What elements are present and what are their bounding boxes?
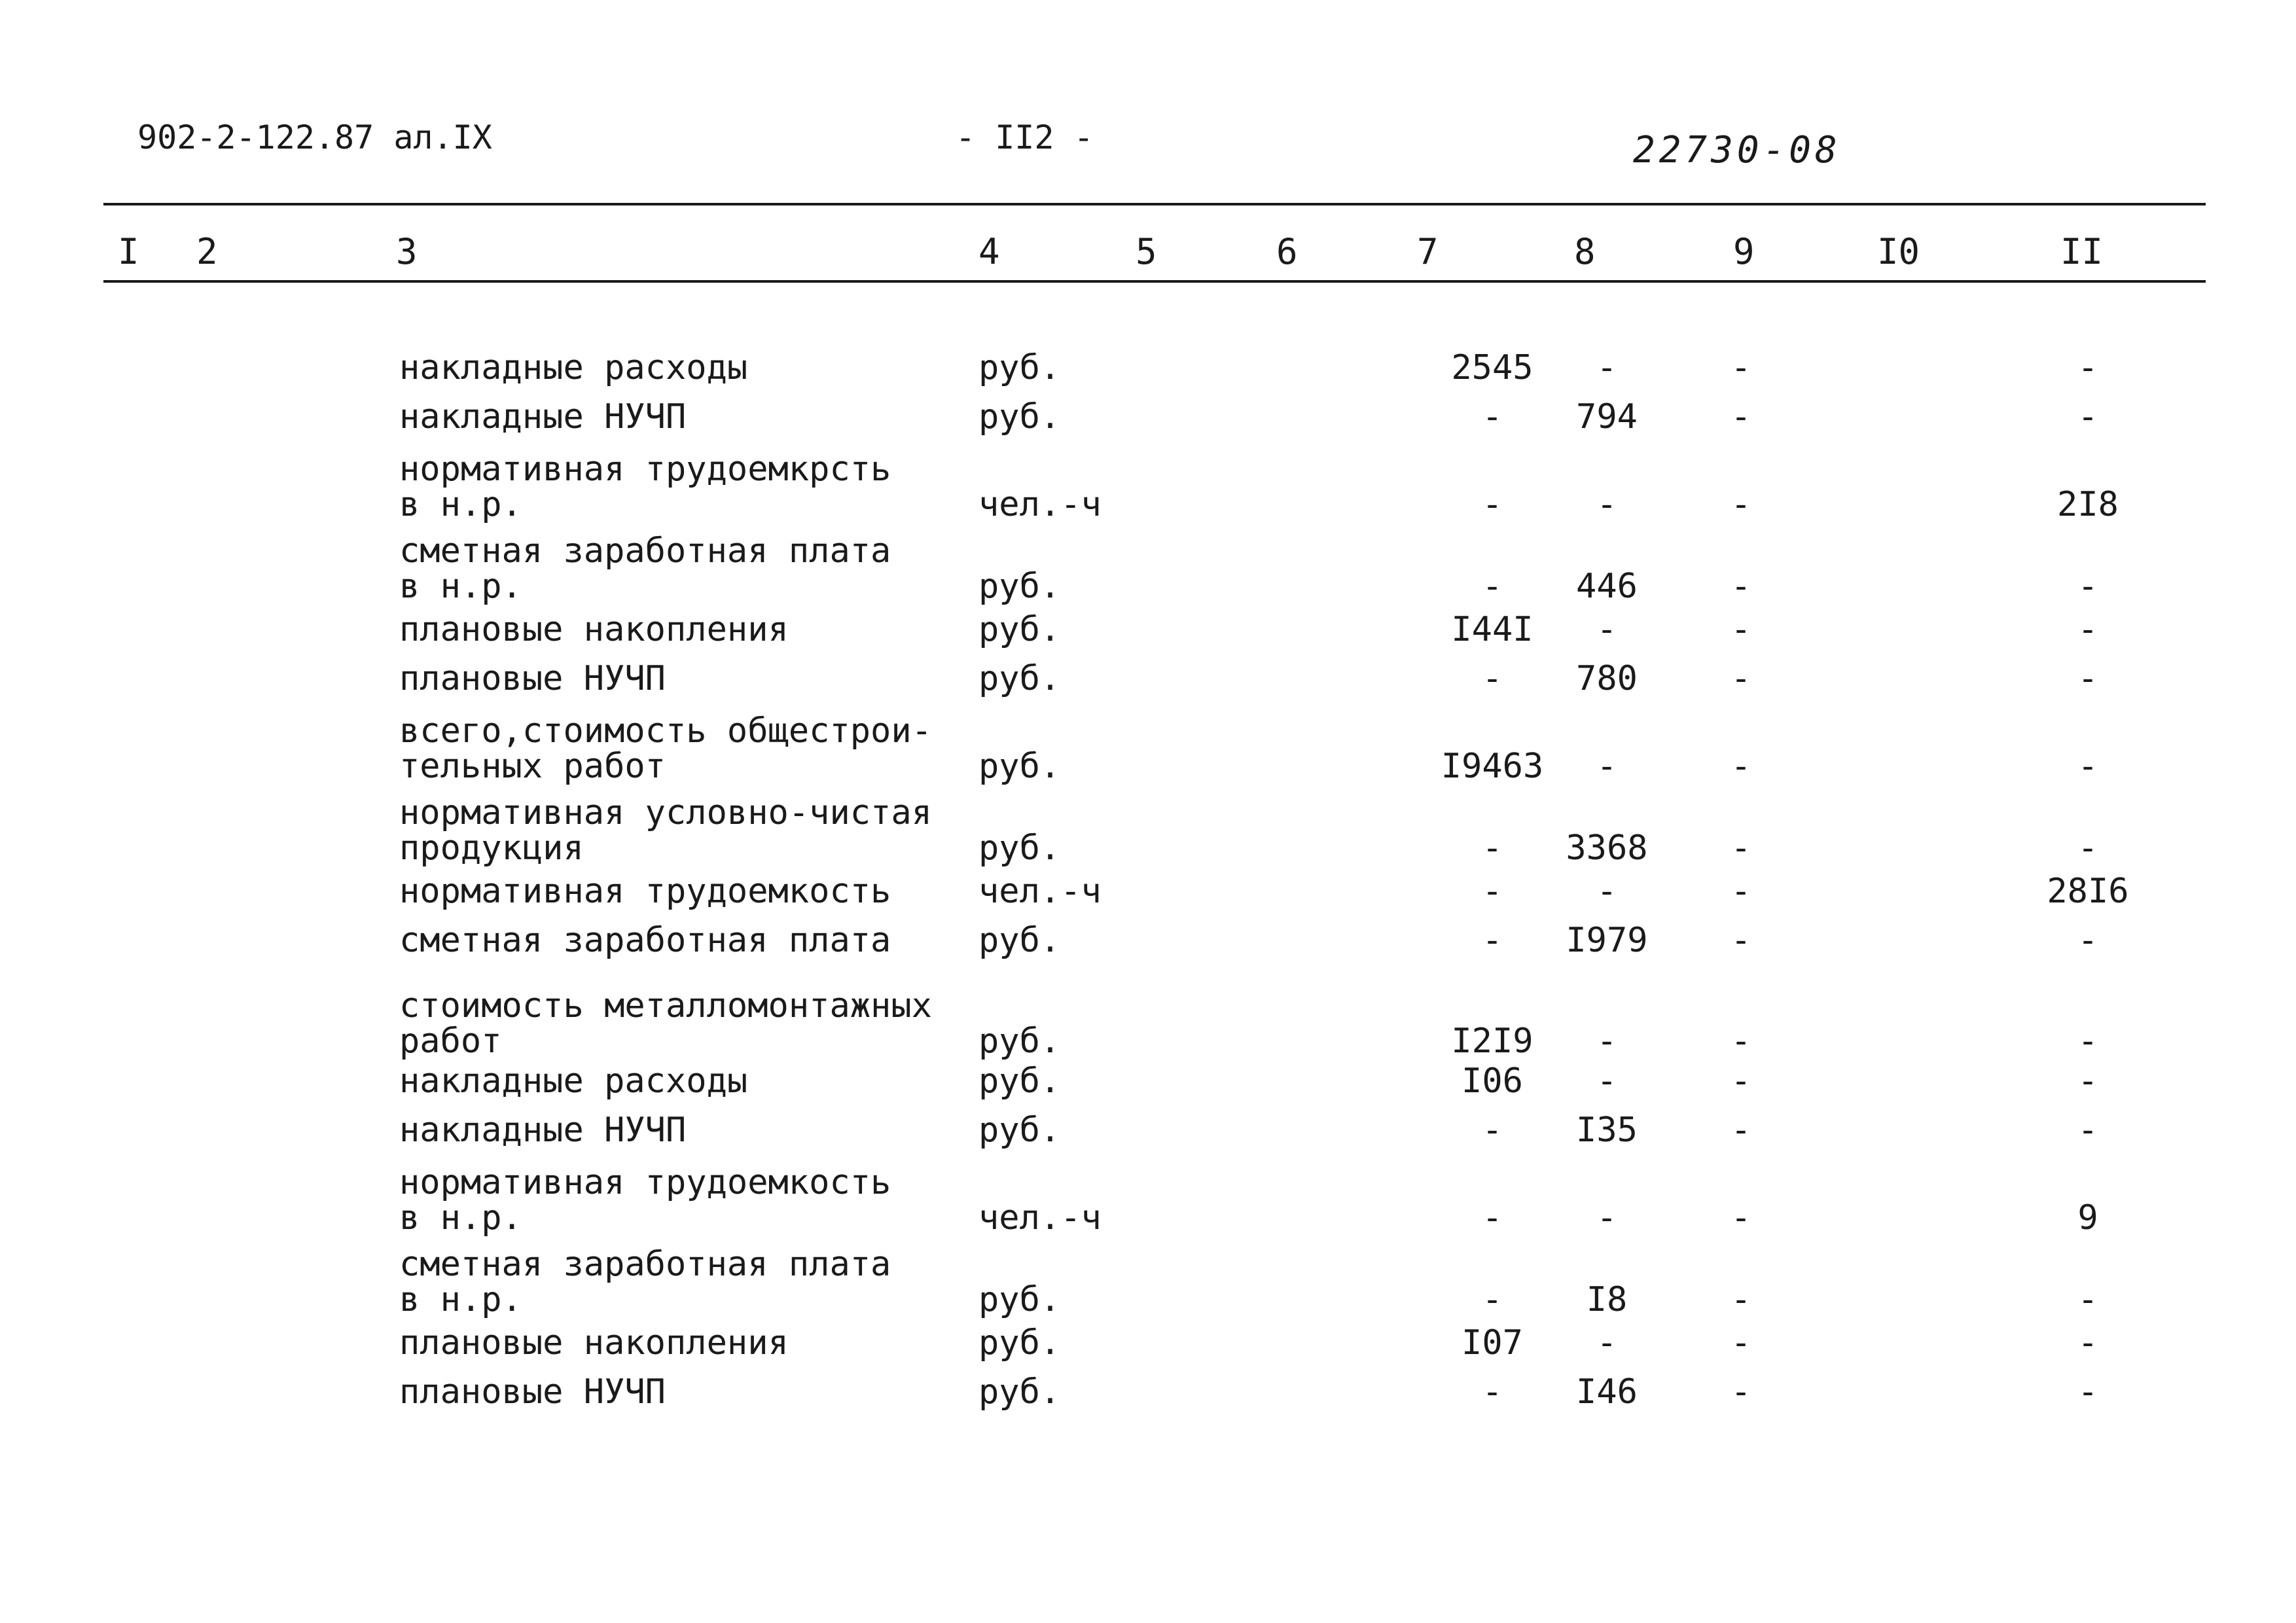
row-10-unit: руб. <box>978 921 1061 960</box>
row-10-c7: - <box>1482 921 1503 960</box>
row-4-c11: - <box>2077 567 2098 606</box>
row-16-desc: плановые накопления <box>399 1323 789 1363</box>
row-9-c8: - <box>1596 872 1617 911</box>
row-7-desc: всего,стоимость общестрои- тельных работ <box>399 711 932 786</box>
row-13-c11: - <box>2077 1111 2098 1150</box>
row-6-c8: 780 <box>1576 659 1638 698</box>
document-code: 902-2-122.87 ал.IX <box>137 118 492 156</box>
column-header-9: 9 <box>1733 231 1755 272</box>
row-17-c9: - <box>1731 1372 1751 1412</box>
row-1-c8: - <box>1596 348 1617 387</box>
row-2-c9: - <box>1731 397 1751 437</box>
row-6-c11: - <box>2077 659 2098 698</box>
column-header-6: 6 <box>1276 231 1298 272</box>
row-12-c9: - <box>1731 1061 1751 1101</box>
header-bottom-rule <box>103 280 2206 283</box>
row-1-c11: - <box>2077 348 2098 387</box>
page-number: - II2 - <box>956 118 1094 156</box>
row-3-c9: - <box>1731 485 1751 524</box>
row-11-unit: руб. <box>978 1022 1061 1061</box>
row-10-c8: I979 <box>1566 921 1648 960</box>
row-16-c11: - <box>2077 1323 2098 1363</box>
row-1-c7: 2545 <box>1451 348 1534 387</box>
row-4-c7: - <box>1482 567 1503 606</box>
row-12-c11: - <box>2077 1061 2098 1101</box>
row-4-unit: руб. <box>978 567 1061 606</box>
row-17-c8: I46 <box>1576 1372 1638 1412</box>
row-6-unit: руб. <box>978 659 1061 698</box>
column-header-3: 3 <box>396 231 418 272</box>
row-3-c11: 2I8 <box>2057 485 2119 524</box>
row-14-c8: - <box>1596 1198 1617 1238</box>
row-4-c9: - <box>1731 567 1751 606</box>
row-7-c8: - <box>1596 747 1617 786</box>
row-6-c9: - <box>1731 659 1751 698</box>
row-8-desc: нормативная условно-чистая продукция <box>399 793 932 868</box>
row-11-c7: I2I9 <box>1451 1022 1534 1061</box>
row-3-c7: - <box>1482 485 1503 524</box>
row-6-c7: - <box>1482 659 1503 698</box>
header-top-rule <box>103 203 2206 205</box>
row-5-c9: - <box>1731 610 1751 649</box>
row-13-c8: I35 <box>1576 1111 1638 1150</box>
row-6-desc: плановые НУЧП <box>399 659 666 698</box>
row-1-unit: руб. <box>978 348 1061 387</box>
row-10-c9: - <box>1731 921 1751 960</box>
row-15-c9: - <box>1731 1280 1751 1319</box>
row-13-c9: - <box>1731 1111 1751 1150</box>
row-2-c7: - <box>1482 397 1503 437</box>
row-14-c11: 9 <box>2077 1198 2098 1238</box>
row-2-c8: 794 <box>1576 397 1638 437</box>
row-7-c7: I9463 <box>1441 747 1544 786</box>
row-14-desc: нормативная трудоемкость в н.р. <box>399 1163 891 1238</box>
row-8-c11: - <box>2077 829 2098 868</box>
row-2-desc: накладные НУЧП <box>399 397 687 437</box>
column-header-11: II <box>2060 231 2104 272</box>
row-7-unit: руб. <box>978 747 1061 786</box>
row-16-unit: руб. <box>978 1323 1061 1363</box>
row-16-c8: - <box>1596 1323 1617 1363</box>
row-4-c8: 446 <box>1576 567 1638 606</box>
column-header-7: 7 <box>1417 231 1439 272</box>
row-5-c7: I44I <box>1451 610 1534 649</box>
row-1-desc: накладные расходы <box>399 348 748 387</box>
row-10-desc: сметная заработная плата <box>399 921 891 960</box>
column-header-10: I0 <box>1877 231 1920 272</box>
row-13-unit: руб. <box>978 1111 1061 1150</box>
row-17-unit: руб. <box>978 1372 1061 1412</box>
column-header-8: 8 <box>1574 231 1596 272</box>
row-2-unit: руб. <box>978 397 1061 437</box>
row-3-c8: - <box>1596 485 1617 524</box>
row-12-c7: I06 <box>1462 1061 1523 1101</box>
row-17-c7: - <box>1482 1372 1503 1412</box>
row-14-c7: - <box>1482 1198 1503 1238</box>
row-17-desc: плановые НУЧП <box>399 1372 666 1412</box>
row-5-desc: плановые накопления <box>399 610 789 649</box>
row-11-c11: - <box>2077 1022 2098 1061</box>
row-9-c11: 28I6 <box>2047 872 2129 911</box>
column-header-4: 4 <box>978 231 1000 272</box>
row-14-c9: - <box>1731 1198 1751 1238</box>
row-15-c7: - <box>1482 1280 1503 1319</box>
row-7-c9: - <box>1731 747 1751 786</box>
column-header-2: 2 <box>196 231 218 272</box>
column-header-5: 5 <box>1136 231 1157 272</box>
row-8-unit: руб. <box>978 829 1061 868</box>
row-1-c9: - <box>1731 348 1751 387</box>
row-17-c11: - <box>2077 1372 2098 1412</box>
row-15-unit: руб. <box>978 1280 1061 1319</box>
row-12-unit: руб. <box>978 1061 1061 1101</box>
row-4-desc: сметная заработная плата в н.р. <box>399 531 891 606</box>
row-15-c8: I8 <box>1586 1280 1628 1319</box>
row-9-desc: нормативная трудоемкость <box>399 872 891 911</box>
row-9-c7: - <box>1482 872 1503 911</box>
row-3-desc: нормативная трудоемкрсть в н.р. <box>399 450 891 524</box>
row-3-unit: чел.-ч <box>978 485 1102 524</box>
row-8-c8: 3368 <box>1566 829 1648 868</box>
row-5-c11: - <box>2077 610 2098 649</box>
row-12-desc: накладные расходы <box>399 1061 748 1101</box>
row-9-c9: - <box>1731 872 1751 911</box>
row-14-unit: чел.-ч <box>978 1198 1102 1238</box>
row-13-c7: - <box>1482 1111 1503 1150</box>
row-5-c8: - <box>1596 610 1617 649</box>
row-16-c7: I07 <box>1462 1323 1523 1363</box>
row-16-c9: - <box>1731 1323 1751 1363</box>
column-header-1: I <box>118 231 139 272</box>
row-11-c9: - <box>1731 1022 1751 1061</box>
row-9-unit: чел.-ч <box>978 872 1102 911</box>
row-8-c7: - <box>1482 829 1503 868</box>
row-11-desc: стоимость металломонтажных работ <box>399 986 932 1061</box>
row-13-desc: накладные НУЧП <box>399 1111 687 1150</box>
row-10-c11: - <box>2077 921 2098 960</box>
row-11-c8: - <box>1596 1022 1617 1061</box>
row-15-desc: сметная заработная плата в н.р. <box>399 1245 891 1319</box>
document-number: 22730-08 <box>1633 129 1841 171</box>
row-12-c8: - <box>1596 1061 1617 1101</box>
row-5-unit: руб. <box>978 610 1061 649</box>
row-2-c11: - <box>2077 397 2098 437</box>
row-8-c9: - <box>1731 829 1751 868</box>
row-15-c11: - <box>2077 1280 2098 1319</box>
row-7-c11: - <box>2077 747 2098 786</box>
